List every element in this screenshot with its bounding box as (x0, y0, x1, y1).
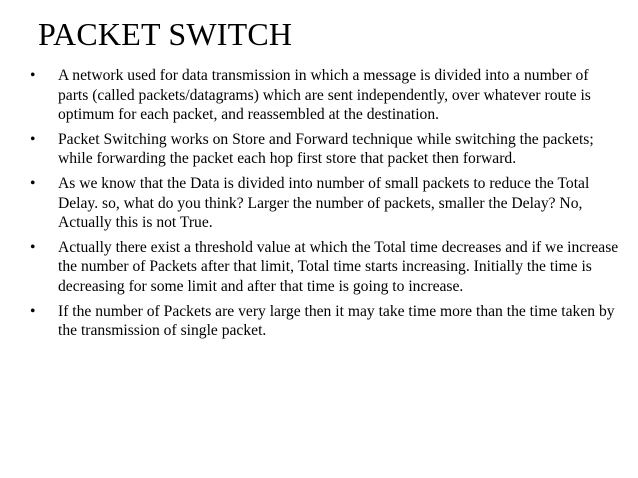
bullet-item (30, 174, 620, 233)
bullet-icon: • (30, 302, 36, 320)
bullet-item (30, 130, 620, 169)
bullet-icon: • (30, 238, 36, 256)
bullet-icon: • (30, 174, 36, 192)
slide-title: PACKET SWITCH (38, 16, 293, 52)
bullet-text: As we know that the Data is divided into number of small packets to reduce the Total Delay. so, what do you think? Larger the number of packets, smaller the Delay? No, Actually this is not True. (58, 174, 590, 232)
bullet-item (30, 302, 620, 341)
bullet-text: A network used for data transmission in which a message is divided into a number of parts (called packets/datagrams) which are sent independently, over whatever route is optimum for each packet, and reassembled at the destination. (58, 67, 591, 124)
bullet-icon: • (30, 67, 36, 84)
bullet-icon: • (30, 130, 36, 148)
bullet-text: If the number of Packets are very large then it may take time more than the time taken by the transmission of single packet. (58, 302, 615, 340)
bullet-text: Packet Switching works on Store and Forward technique while switching the packets; while forwarding the packet each hop first store that packet then forward. (58, 130, 594, 168)
bullet-text: Actually there exist a threshold value at which the Total time decreases and if we increase the number of Packets after that limit, Total time starts increasing. Initially the time is decreasing for some limit and after that time is going to increase. (58, 238, 619, 295)
bullet-item (30, 66, 620, 125)
bullet-item (30, 238, 620, 297)
bullet-list (30, 66, 620, 346)
